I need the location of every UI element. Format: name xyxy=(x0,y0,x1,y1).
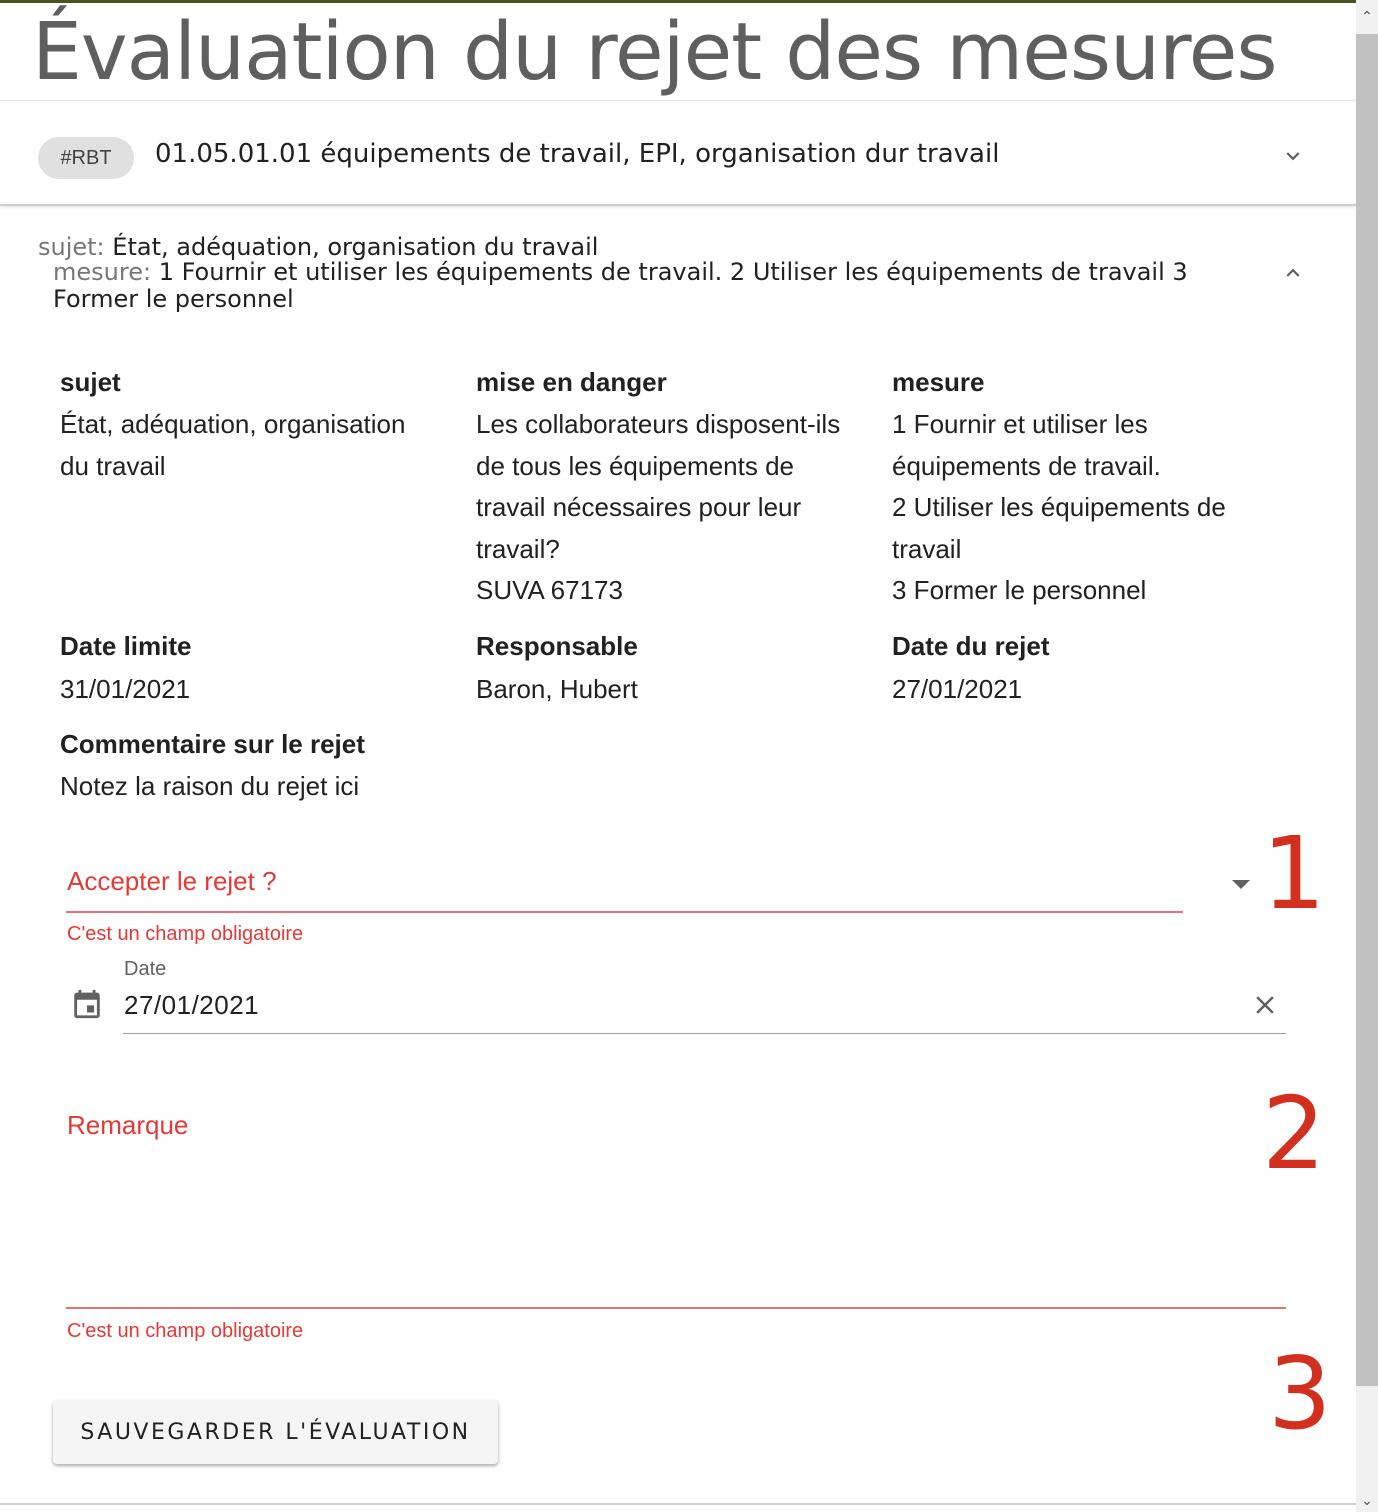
danger-line: travail nécessaires pour leur xyxy=(476,492,802,523)
sujet-line: du travail xyxy=(60,450,166,481)
scrollbar-thumb[interactable] xyxy=(1356,34,1378,1386)
sujet-line: État, adéquation, organisation xyxy=(60,409,406,439)
tag-chip: #RBT xyxy=(38,137,134,179)
sujet-summary: État, adéquation, organisation du travail xyxy=(112,233,599,261)
mesure-label: mesure xyxy=(892,367,985,397)
annotation-number: 2 xyxy=(1262,1075,1326,1192)
panel-summary-mesure[interactable] xyxy=(53,259,1273,313)
sujet-prefix: sujet: xyxy=(38,233,105,261)
mesure-prefix: mesure: xyxy=(53,258,152,286)
accept-reject-select[interactable]: Accepter le rejet ? xyxy=(67,866,277,896)
sujet-value xyxy=(60,404,405,487)
accept-select-underline xyxy=(66,911,1183,913)
mesure-value xyxy=(892,404,1226,612)
accept-error: C'est un champ obligatoire xyxy=(67,923,304,945)
danger-label: mise en danger xyxy=(476,367,667,397)
scroll-up-icon[interactable]: ⌃ xyxy=(1361,9,1373,25)
sujet-label: sujet xyxy=(60,367,121,397)
responsable-label: Responsable xyxy=(476,631,638,661)
date-field-label: Date xyxy=(124,958,167,980)
remarque-error: C'est un champ obligatoire xyxy=(67,1320,304,1342)
annotation-number: 1 xyxy=(1262,815,1326,932)
panel-header-rbt[interactable] xyxy=(0,100,1356,206)
close-icon[interactable] xyxy=(1250,990,1280,1020)
mesure-line: 2 Utiliser les équipements de xyxy=(892,492,1226,523)
date-rejet-label: Date du rejet xyxy=(892,631,1050,661)
divider xyxy=(0,1503,1356,1505)
date-field[interactable]: 27/01/2021 xyxy=(124,990,260,1020)
mesure-line: 1 Fournir et utiliser les xyxy=(892,409,1148,439)
page-title: Évaluation du rejet des mesures xyxy=(32,6,1277,98)
commentaire-label: Commentaire sur le rejet xyxy=(60,729,365,759)
top-strip xyxy=(0,0,1378,3)
panel-title: 01.05.01.01 équipements de travail, EPI, organisation dur travail xyxy=(155,139,1000,169)
danger-line: de tous les équipements de xyxy=(476,450,794,481)
danger-line: travail? xyxy=(476,533,560,564)
mesure-summary: 1 Fournir et utiliser les équipements de travail. 2 Utiliser les équipements de travail 3 Former le personnel xyxy=(53,258,1188,313)
responsable-value: Baron, Hubert xyxy=(476,674,638,704)
scroll-down-icon[interactable]: ⌄ xyxy=(1361,1493,1373,1509)
danger-line: SUVA 67173 xyxy=(476,575,623,606)
chevron-up-icon[interactable] xyxy=(1280,260,1306,286)
panel-summary-sujet[interactable] xyxy=(38,233,598,261)
danger-value xyxy=(476,404,840,612)
chevron-down-icon[interactable] xyxy=(1280,143,1306,169)
date-rejet-value: 27/01/2021 xyxy=(892,674,1023,704)
date-limite-value: 31/01/2021 xyxy=(60,674,191,704)
calendar-icon[interactable] xyxy=(70,986,104,1022)
date-limite-label: Date limite xyxy=(60,631,192,661)
annotation-number: 3 xyxy=(1268,1335,1332,1452)
date-underline xyxy=(123,1033,1286,1034)
save-evaluation-button[interactable]: SAUVEGARDER L'ÉVALUATION xyxy=(53,1401,498,1464)
danger-line: Les collaborateurs disposent-ils xyxy=(476,409,841,439)
remarque-textarea[interactable] xyxy=(66,1150,1286,1306)
remarque-underline xyxy=(66,1307,1286,1309)
commentaire-value: Notez la raison du rejet ici xyxy=(60,771,360,801)
mesure-line: 3 Former le personnel xyxy=(892,575,1147,606)
mesure-line: travail xyxy=(892,533,962,564)
remarque-label: Remarque xyxy=(67,1110,189,1140)
dropdown-arrow-icon[interactable] xyxy=(1232,880,1250,889)
mesure-line: équipements de travail. xyxy=(892,450,1161,481)
